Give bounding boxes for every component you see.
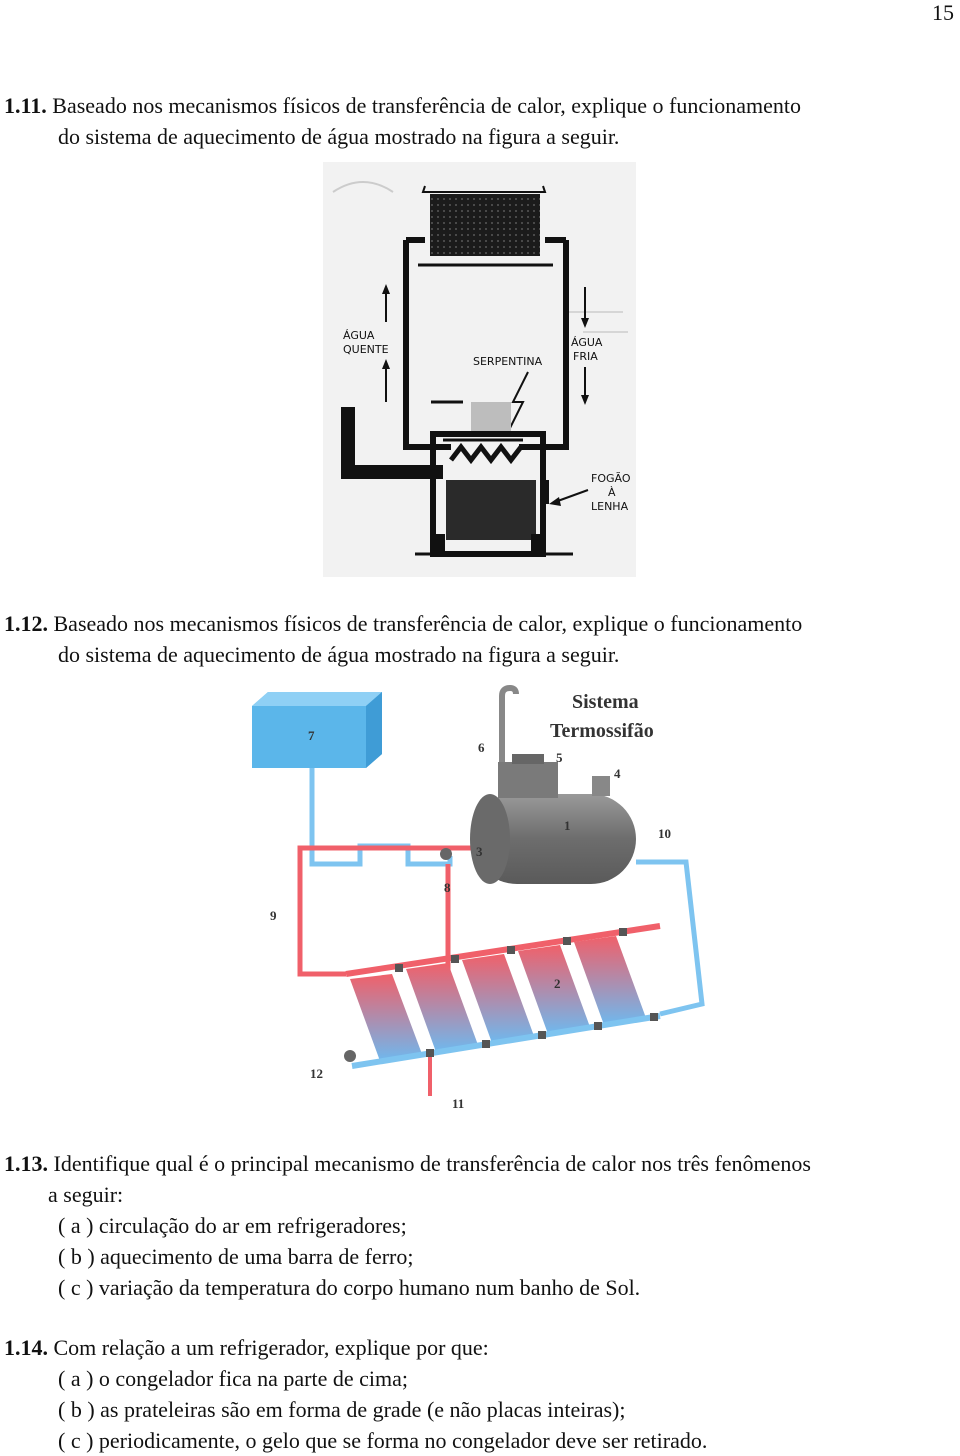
label-serpentina: SERPENTINA <box>473 355 543 368</box>
question-1-13 <box>4 1148 954 1303</box>
label-fogao-1: FOGÃO <box>591 472 631 485</box>
option-b: ( b ) as prateleiras são em forma de grade (e não placas inteiras); <box>58 1397 626 1422</box>
option-c: ( c ) periodicamente, o gelo que se forma no congelador deve ser retirado. <box>58 1428 708 1453</box>
number-11: 11 <box>452 1096 465 1111</box>
question-number: 1.12. <box>4 611 48 636</box>
option-c: ( c ) variação da temperatura do corpo humano num banho de Sol. <box>58 1275 641 1300</box>
number-10: 10 <box>658 826 671 841</box>
question-text: Identifique qual é o principal mecanismo de transferência de calor nos três fenômenos <box>53 1151 811 1176</box>
number-9: 9 <box>270 908 277 923</box>
number-4: 4 <box>614 766 621 781</box>
figure-title-line2: Termossifão <box>550 720 654 742</box>
number-8: 8 <box>444 880 451 895</box>
question-text-cont: do sistema de aquecimento de água mostrado na figura a seguir. <box>58 124 620 149</box>
label-agua-quente-2: QUENTE <box>343 343 389 356</box>
figure-title-line1: Sistema <box>572 691 639 713</box>
wood-stove-heater-figure <box>323 162 636 577</box>
number-6: 6 <box>478 740 485 755</box>
label-agua-fria-2: FRIA <box>573 350 598 363</box>
number-2: 2 <box>554 976 561 991</box>
label-fogao-2: À <box>608 486 616 499</box>
number-3: 3 <box>476 844 483 859</box>
option-a: ( a ) o congelador fica na parte de cima; <box>58 1366 408 1391</box>
label-agua-fria-1: ÁGUA <box>571 336 603 349</box>
question-text: Com relação a um refrigerador, explique por que: <box>53 1335 489 1360</box>
question-1-14 <box>4 1332 954 1456</box>
number-7: 7 <box>308 728 315 743</box>
question-text-cont: do sistema de aquecimento de água mostrado na figura a seguir. <box>58 642 620 667</box>
option-b: ( b ) aquecimento de uma barra de ferro; <box>58 1244 414 1269</box>
number-1: 1 <box>564 818 571 833</box>
number-12: 12 <box>310 1066 323 1081</box>
question-number: 1.13. <box>4 1151 48 1176</box>
page-number: 15 <box>932 0 954 25</box>
question-number: 1.11. <box>4 93 47 118</box>
question-1-11 <box>4 90 954 152</box>
question-text: Baseado nos mecanismos físicos de transferência de calor, explique o funcionamento <box>52 93 801 118</box>
option-a: ( a ) circulação do ar em refrigeradores; <box>58 1213 407 1238</box>
label-agua-quente-1: ÁGUA <box>343 329 375 342</box>
question-text-cont: a seguir: <box>48 1182 124 1207</box>
number-5: 5 <box>556 750 563 765</box>
thermosiphon-figure <box>240 684 710 1114</box>
question-1-12 <box>4 608 954 670</box>
question-text: Baseado nos mecanismos físicos de transferência de calor, explique o funcionamento <box>53 611 803 636</box>
question-number: 1.14. <box>4 1335 48 1360</box>
label-fogao-3: LENHA <box>591 500 629 513</box>
